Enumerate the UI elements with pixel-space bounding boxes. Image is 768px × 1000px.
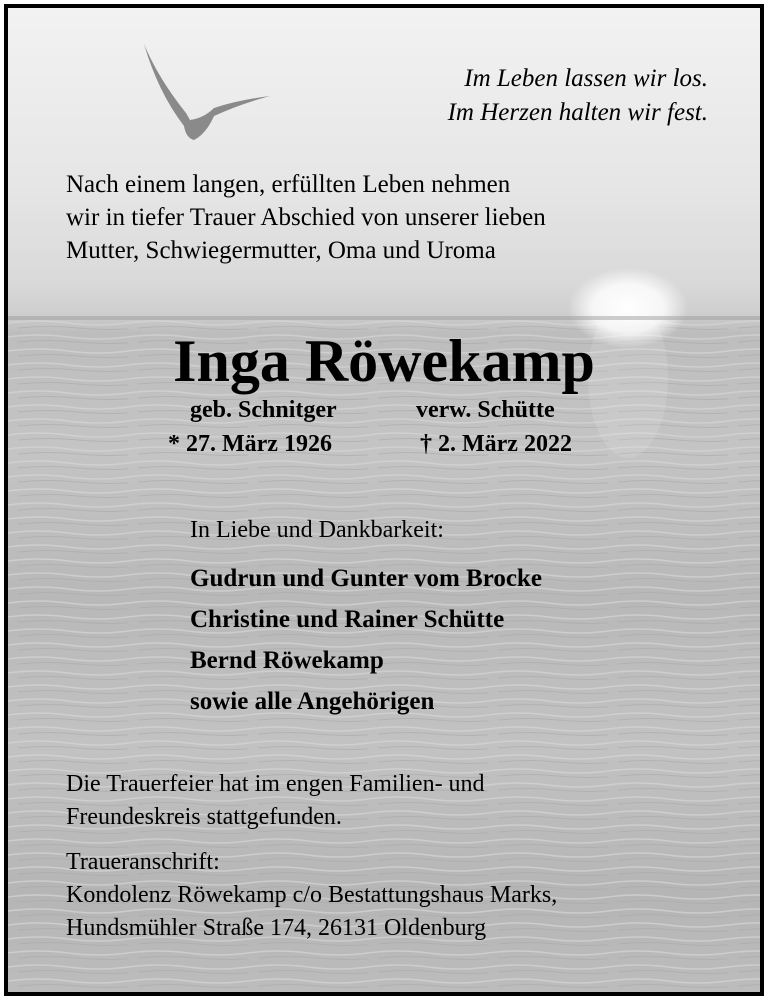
address-line-2: Hundsmühler Straße 174, 26131 Oldenburg [66,915,487,941]
address-line-1: Kondolenz Röwekamp c/o Bestattungshaus Marks, [66,882,558,908]
sea-background-image [8,8,760,992]
mourner-name: Christine und Rainer Schütte [190,606,505,633]
mourner-name: Bernd Röwekamp [190,647,384,674]
death-date: † 2. März 2022 [420,431,572,457]
mourner-name: sowie alle Angehörigen [190,688,435,715]
intro-line-2: wir in tiefer Trauer Abschied von unserer lieben [66,204,546,231]
intro-line-3: Mutter, Schwiegermutter, Oma und Uroma [66,237,496,264]
seagull-icon [144,44,270,140]
widowed-name: verw. Schütte [416,397,555,423]
intro-line-1: Nach einem langen, erfüllten Leben nehmen [66,171,511,198]
birth-name: geb. Schnitger [190,397,337,423]
ceremony-line-2: Freundeskreis stattgefunden. [66,804,342,830]
ceremony-line-1: Die Trauerfeier hat im engen Familien- und [66,771,485,797]
ceremony-note [66,768,485,834]
motto-line-2: Im Herzen halten wir fest. [447,99,708,126]
birth-date: * 27. März 1926 [168,431,332,457]
deceased-name: Inga Röwekamp [173,328,595,394]
mourners-heading: In Liebe und Dankbarkeit: [190,517,444,543]
motto-line-1: Im Leben lassen wir los. [464,65,708,92]
intro-text [66,168,546,267]
obituary-notice [4,4,764,996]
mourning-address [66,846,557,945]
motto-quote [448,62,708,130]
mourners-list [190,558,542,722]
address-label: Traueranschrift: [66,849,220,875]
mourner-name: Gudrun und Gunter vom Brocke [190,565,542,592]
